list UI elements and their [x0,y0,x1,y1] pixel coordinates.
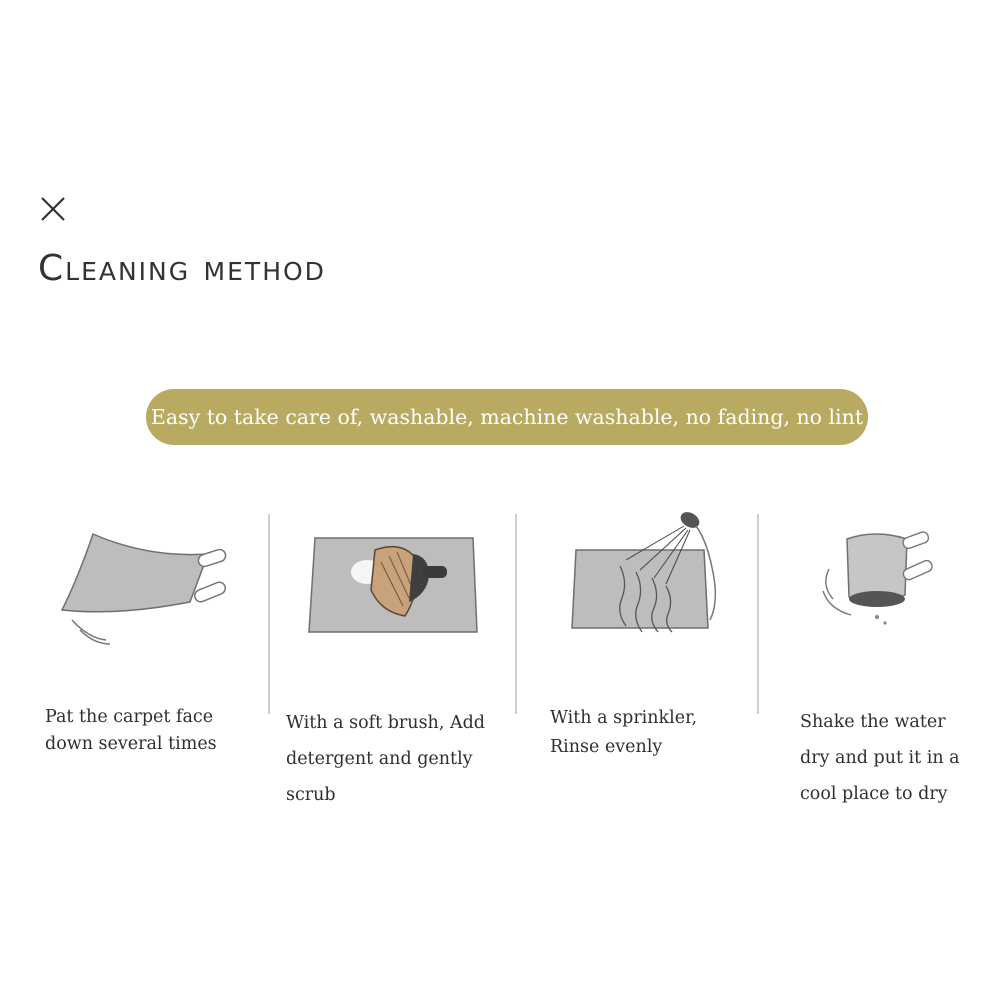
step-1-text [45,704,217,758]
step-3-text [550,704,697,762]
close-icon[interactable] [40,196,66,222]
step-line: down several times [45,734,217,754]
step-line: scrub [286,785,336,805]
step-line: cool place to dry [800,784,948,804]
step-line: With a soft brush, Add [286,713,485,733]
step-4-text [800,704,960,812]
brush-scrub-icon [305,532,480,637]
step-divider [515,514,517,714]
step-line: Pat the carpet face [45,707,214,727]
banner-text: Easy to take care of, washable, machine washable, no fading, no lint [150,405,864,429]
step-line: Shake the water [800,712,946,732]
shake-dry-icon [815,525,945,635]
step-line: detergent and gently [286,749,473,769]
step-divider [757,514,759,714]
sprinkler-rinse-icon [568,508,728,638]
step-line: With a sprinkler, [550,708,698,728]
page-title: Cleaning method [38,248,326,289]
step-line: Rinse evenly [550,737,663,757]
step-line: dry and put it in a [800,748,960,768]
step-divider [268,514,270,714]
step-2-text [286,705,485,813]
care-banner [146,389,868,445]
carpet-pat-icon [58,528,238,653]
